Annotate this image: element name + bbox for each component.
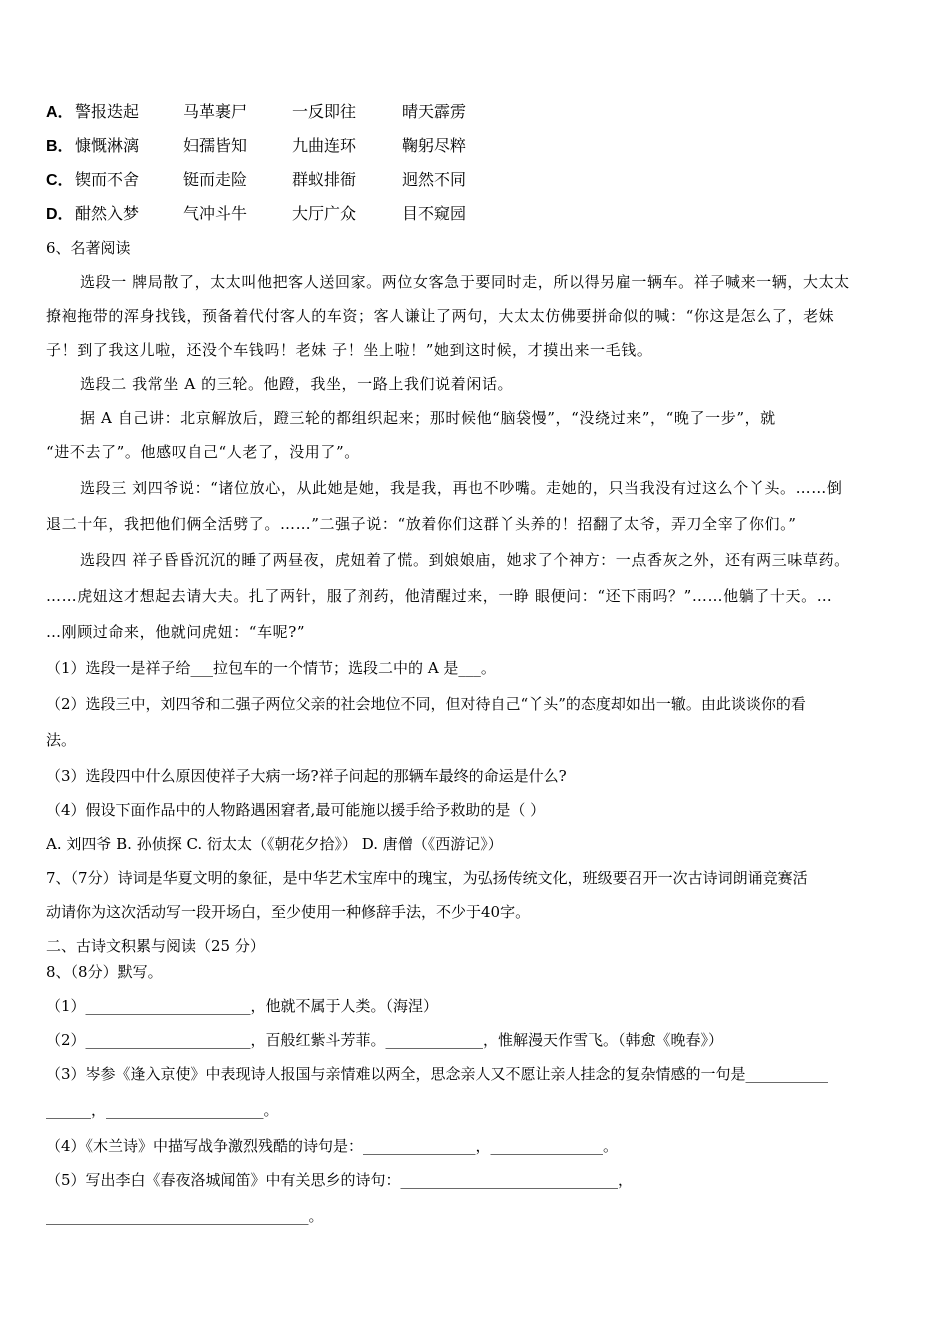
option-c-item-4: 迥然不同 (402, 170, 467, 189)
option-c-item-3: 群蚁排衙 (292, 170, 357, 189)
option-d-item-4: 目不窥园 (402, 204, 467, 223)
q8-sub3: （3）岑参《逢入京使》中表现诗人报国与亲情难以两全，思念亲人又不愿让亲人挂念的复杂情感的一句是___________ (46, 1065, 829, 1083)
option-a-item-3: 一反即往 (292, 102, 357, 121)
option-d-label: D． (46, 206, 74, 223)
option-d-item-1: 酣然入梦 (75, 204, 140, 223)
option-b-label: B． (46, 138, 74, 155)
option-a-item-4: 晴天霹雳 (402, 102, 467, 121)
option-d-item-2: 气冲斗牛 (183, 204, 248, 223)
q6-sub2-cont: 法。 (46, 731, 77, 749)
q6-passage-line: “进不去了”。他感叹自己“人老了，没用了”。 (46, 443, 360, 461)
option-a-label: A． (46, 104, 74, 121)
q8-sub5: （5）写出李白《春夜洛城闻笛》中有关思乡的诗句：_____________________________， (46, 1171, 634, 1189)
q6-passage-line: ……虎妞这才想起去请大夫。扎了两针，服了剂药，他清醒过来，一睁 眼便问：“还下雨吗？”……他躺了十天。… (46, 587, 833, 605)
q6-sub2: （2）选段三中，刘四爷和二强子两位父亲的社会地位不同，但对待自己“丫头”的态度却如出一辙。由此谈谈你的看 (46, 695, 806, 713)
q6-sub4-options: A. 刘四爷 B. 孙侦探 C. 衍太太（《朝花夕拾》） D. 唐僧（《西游记》） (46, 835, 503, 853)
q8-sub3-cont: ______，_____________________。 (46, 1101, 279, 1119)
q6-passage-line: 撩袍拖带的浑身找钱，预备着代付客人的车资；客人谦让了两句，大太太仿佛要拼命似的喊：“你这是怎么了，老妹 (46, 307, 835, 325)
q7-line: 7、（7分）诗词是华夏文明的象征，是中华艺术宝库中的瑰宝，为弘扬传统文化，班级要召开一次古诗词朗诵竞赛活 (46, 869, 808, 887)
q8-sub5-cont: ___________________________________。 (46, 1207, 324, 1225)
q6-sub3: （3）选段四中什么原因使祥子大病一场?祥子问起的那辆车最终的命运是什么? (46, 767, 567, 785)
option-c-item-2: 铤而走险 (183, 170, 248, 189)
q8-sub2: （2）______________________，百般红紫斗芳菲。_____________，惟解漫天作雪飞。（韩愈《晚春》） (46, 1031, 724, 1049)
option-c-label: C． (46, 172, 74, 189)
q6-passage-line: 选段一 牌局散了，太太叫他把客人送回家。两位女客急于要同时走，所以得另雇一辆车。祥子喊来一辆，大太太 (80, 273, 850, 291)
option-b-item-2: 妇孺皆知 (183, 136, 248, 155)
q6-passage-line: 退二十年，我把他们俩全活劈了。……”二强子说：“放着你们这群丫头养的！招翻了太爷，弄刀全宰了你们。” (46, 515, 797, 533)
option-a-item-1: 警报迭起 (75, 102, 140, 121)
q6-title: 6、名著阅读 (46, 239, 131, 257)
option-a-item-2: 马革裹尸 (183, 102, 248, 121)
q6-passage-line: 据 A 自己讲：北京解放后，蹬三轮的都组织起来；那时候他“脑袋慢”，“没绕过来”，“晚了一步”，就 (80, 409, 776, 427)
option-b-item-3: 九曲连环 (292, 136, 357, 155)
q7-line: 动请你为这次活动写一段开场白，至少使用一种修辞手法，不少于40字。 (46, 903, 531, 921)
q8-title: 8、（8分）默写。 (46, 963, 163, 981)
option-c-item-1: 锲而不舍 (75, 170, 140, 189)
q6-passage-line: 选段四 祥子昏昏沉沉的睡了两昼夜，虎妞着了慌。到娘娘庙，她求了个神方：一点香灰之外，还有两三味草药。 (80, 551, 850, 569)
option-d-item-3: 大厅广众 (292, 204, 357, 223)
section-heading: 二、古诗文积累与阅读（25 分） (46, 937, 265, 955)
q6-sub4: （4）假设下面作品中的人物路遇困窘者,最可能施以援手给予救助的是（ ） (46, 801, 546, 819)
q6-passage-line: …刚顾过命来，他就问虎妞：“车呢?” (46, 623, 306, 641)
q6-passage-line: 选段二 我常坐 A 的三轮。他蹬，我坐，一路上我们说着闲话。 (80, 375, 514, 393)
q8-sub4: （4）《木兰诗》中描写战争激烈残酷的诗句是：_______________，_______________。 (46, 1137, 619, 1155)
q8-sub1: （1）______________________，他就不属于人类。（海涅） (46, 997, 439, 1015)
q6-passage-line: 子！到了我这儿啦，还没个车钱吗！老妹 子！坐上啦！”她到这时候，才摸出来一毛钱。 (46, 341, 653, 359)
q6-passage-line: 选段三 刘四爷说：“诸位放心，从此她是她，我是我，再也不吵嘴。走她的，只当我没有过这么个丫头。……倒 (80, 479, 843, 497)
q6-sub1: （1）选段一是祥子给___拉包车的一个情节；选段二中的 A 是___。 (46, 659, 496, 677)
option-b-item-1: 慷慨淋漓 (75, 136, 140, 155)
option-b-item-4: 鞠躬尽粹 (402, 136, 467, 155)
